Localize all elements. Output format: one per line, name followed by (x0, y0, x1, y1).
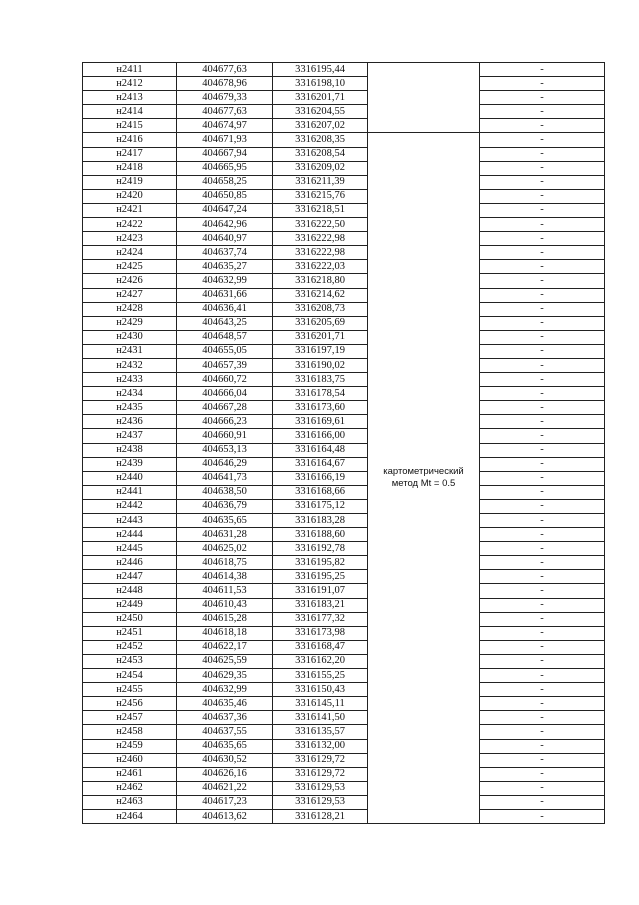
point-id-cell: н2436 (83, 415, 177, 429)
table-row (83, 358, 605, 372)
point-id-cell: н2437 (83, 429, 177, 443)
point-id-cell: н2419 (83, 175, 177, 189)
x-coordinate-cell: 404635,65 (177, 514, 273, 528)
point-id-cell: н2429 (83, 316, 177, 330)
y-coordinate-cell: 3316141,50 (273, 711, 368, 725)
dash-cell: - (480, 556, 605, 570)
point-id-cell: н2433 (83, 373, 177, 387)
table-row (83, 316, 605, 330)
table-row (83, 119, 605, 133)
method-accuracy: метод Mt = 0.5 (391, 478, 456, 490)
coordinates-table (82, 62, 605, 824)
x-coordinate-cell: 404618,18 (177, 626, 273, 640)
point-id-cell: н2426 (83, 274, 177, 288)
dash-cell: - (480, 584, 605, 598)
x-coordinate-cell: 404643,25 (177, 316, 273, 330)
y-coordinate-cell: 3316177,32 (273, 612, 368, 626)
y-coordinate-cell: 3316183,75 (273, 373, 368, 387)
y-coordinate-cell: 3316195,44 (273, 63, 368, 77)
dash-cell: - (480, 626, 605, 640)
dash-cell: - (480, 528, 605, 542)
dash-cell: - (480, 640, 605, 654)
y-coordinate-cell: 3316222,98 (273, 246, 368, 260)
x-coordinate-cell: 404655,05 (177, 344, 273, 358)
y-coordinate-cell: 3316128,21 (273, 809, 368, 823)
y-coordinate-cell: 3316191,07 (273, 584, 368, 598)
dash-cell: - (480, 246, 605, 260)
point-id-cell: н2418 (83, 161, 177, 175)
point-id-cell: н2414 (83, 105, 177, 119)
x-coordinate-cell: 404617,23 (177, 795, 273, 809)
x-coordinate-cell: 404665,95 (177, 161, 273, 175)
x-coordinate-cell: 404666,04 (177, 387, 273, 401)
point-id-cell: н2420 (83, 189, 177, 203)
y-coordinate-cell: 3316197,19 (273, 344, 368, 358)
y-coordinate-cell: 3316150,43 (273, 683, 368, 697)
table-row (83, 232, 605, 246)
table-row (83, 711, 605, 725)
table-row (83, 739, 605, 753)
y-coordinate-cell: 3316218,51 (273, 203, 368, 217)
y-coordinate-cell: 3316204,55 (273, 105, 368, 119)
x-coordinate-cell: 404650,85 (177, 189, 273, 203)
point-id-cell: н2425 (83, 260, 177, 274)
table-row (83, 725, 605, 739)
x-coordinate-cell: 404666,23 (177, 415, 273, 429)
y-coordinate-cell: 3316183,21 (273, 598, 368, 612)
point-id-cell: н2431 (83, 344, 177, 358)
y-coordinate-cell: 3316169,61 (273, 415, 368, 429)
x-coordinate-cell: 404648,57 (177, 330, 273, 344)
x-coordinate-cell: 404626,16 (177, 767, 273, 781)
table-row (83, 387, 605, 401)
y-coordinate-cell: 3316173,60 (273, 401, 368, 415)
y-coordinate-cell: 3316168,66 (273, 485, 368, 499)
table-row (83, 63, 605, 77)
x-coordinate-cell: 404671,93 (177, 133, 273, 147)
dash-cell: - (480, 358, 605, 372)
table-row (83, 302, 605, 316)
point-id-cell: н2463 (83, 795, 177, 809)
dash-cell: - (480, 725, 605, 739)
y-coordinate-cell: 3316183,28 (273, 514, 368, 528)
x-coordinate-cell: 404625,59 (177, 654, 273, 668)
table-row (83, 373, 605, 387)
y-coordinate-cell: 3316205,69 (273, 316, 368, 330)
method-label: картометрический (383, 466, 464, 478)
y-coordinate-cell: 3316129,53 (273, 795, 368, 809)
x-coordinate-cell: 404632,99 (177, 274, 273, 288)
table-row (83, 415, 605, 429)
table-row (83, 218, 605, 232)
x-coordinate-cell: 404660,91 (177, 429, 273, 443)
point-id-cell: н2449 (83, 598, 177, 612)
table-row (83, 203, 605, 217)
x-coordinate-cell: 404674,97 (177, 119, 273, 133)
table-row (83, 598, 605, 612)
dash-cell: - (480, 612, 605, 626)
x-coordinate-cell: 404637,55 (177, 725, 273, 739)
table-row (83, 753, 605, 767)
table-row (83, 584, 605, 598)
y-coordinate-cell: 3316166,00 (273, 429, 368, 443)
table-row (83, 443, 605, 457)
x-coordinate-cell: 404636,79 (177, 499, 273, 513)
point-id-cell: н2413 (83, 91, 177, 105)
point-id-cell: н2424 (83, 246, 177, 260)
y-coordinate-cell: 3316164,67 (273, 457, 368, 471)
dash-cell: - (480, 77, 605, 91)
point-id-cell: н2460 (83, 753, 177, 767)
table-row (83, 147, 605, 161)
table-row (83, 330, 605, 344)
table-row (83, 91, 605, 105)
dash-cell: - (480, 542, 605, 556)
point-id-cell: н2417 (83, 147, 177, 161)
y-coordinate-cell: 3316190,02 (273, 358, 368, 372)
y-coordinate-cell: 3316188,60 (273, 528, 368, 542)
y-coordinate-cell: 3316198,10 (273, 77, 368, 91)
dash-cell: - (480, 514, 605, 528)
table-row (83, 485, 605, 499)
y-coordinate-cell: 3316222,98 (273, 232, 368, 246)
x-coordinate-cell: 404678,96 (177, 77, 273, 91)
table-row (83, 640, 605, 654)
dash-cell: - (480, 767, 605, 781)
point-id-cell: н2412 (83, 77, 177, 91)
method-cell (368, 133, 480, 824)
dash-cell: - (480, 302, 605, 316)
x-coordinate-cell: 404635,46 (177, 697, 273, 711)
dash-cell: - (480, 795, 605, 809)
method-cell-top (368, 63, 480, 133)
point-id-cell: н2450 (83, 612, 177, 626)
point-id-cell: н2458 (83, 725, 177, 739)
dash-cell: - (480, 260, 605, 274)
point-id-cell: н2415 (83, 119, 177, 133)
dash-cell: - (480, 387, 605, 401)
point-id-cell: н2462 (83, 781, 177, 795)
x-coordinate-cell: 404614,38 (177, 570, 273, 584)
table-row (83, 429, 605, 443)
point-id-cell: н2435 (83, 401, 177, 415)
y-coordinate-cell: 3316173,98 (273, 626, 368, 640)
y-coordinate-cell: 3316208,35 (273, 133, 368, 147)
y-coordinate-cell: 3316222,50 (273, 218, 368, 232)
table-row (83, 795, 605, 809)
point-id-cell: н2452 (83, 640, 177, 654)
x-coordinate-cell: 404646,29 (177, 457, 273, 471)
table-row (83, 542, 605, 556)
table-row (83, 161, 605, 175)
x-coordinate-cell: 404677,63 (177, 105, 273, 119)
dash-cell: - (480, 175, 605, 189)
y-coordinate-cell: 3316195,25 (273, 570, 368, 584)
point-id-cell: н2430 (83, 330, 177, 344)
point-id-cell: н2434 (83, 387, 177, 401)
dash-cell: - (480, 161, 605, 175)
point-id-cell: н2422 (83, 218, 177, 232)
table-row (83, 514, 605, 528)
y-coordinate-cell: 3316135,57 (273, 725, 368, 739)
y-coordinate-cell: 3316145,11 (273, 697, 368, 711)
dash-cell: - (480, 344, 605, 358)
x-coordinate-cell: 404657,39 (177, 358, 273, 372)
x-coordinate-cell: 404640,97 (177, 232, 273, 246)
y-coordinate-cell: 3316195,82 (273, 556, 368, 570)
point-id-cell: н2444 (83, 528, 177, 542)
dash-cell: - (480, 401, 605, 415)
x-coordinate-cell: 404621,22 (177, 781, 273, 795)
dash-cell: - (480, 133, 605, 147)
point-id-cell: н2432 (83, 358, 177, 372)
table-row (83, 457, 605, 471)
y-coordinate-cell: 3316164,48 (273, 443, 368, 457)
dash-cell: - (480, 485, 605, 499)
y-coordinate-cell: 3316215,76 (273, 189, 368, 203)
point-id-cell: н2411 (83, 63, 177, 77)
point-id-cell: н2453 (83, 654, 177, 668)
point-id-cell: н2446 (83, 556, 177, 570)
x-coordinate-cell: 404636,41 (177, 302, 273, 316)
table-row (83, 669, 605, 683)
table-row (83, 499, 605, 513)
point-id-cell: н2464 (83, 809, 177, 823)
x-coordinate-cell: 404667,94 (177, 147, 273, 161)
table-row (83, 189, 605, 203)
x-coordinate-cell: 404647,24 (177, 203, 273, 217)
y-coordinate-cell: 3316222,03 (273, 260, 368, 274)
dash-cell: - (480, 443, 605, 457)
dash-cell: - (480, 753, 605, 767)
dash-cell: - (480, 232, 605, 246)
dash-cell: - (480, 471, 605, 485)
x-coordinate-cell: 404679,33 (177, 91, 273, 105)
y-coordinate-cell: 3316207,02 (273, 119, 368, 133)
table-row (83, 288, 605, 302)
x-coordinate-cell: 404618,75 (177, 556, 273, 570)
y-coordinate-cell: 3316201,71 (273, 91, 368, 105)
x-coordinate-cell: 404635,27 (177, 260, 273, 274)
table-row (83, 809, 605, 823)
point-id-cell: н2456 (83, 697, 177, 711)
table-row (83, 683, 605, 697)
x-coordinate-cell: 404638,50 (177, 485, 273, 499)
table-row (83, 570, 605, 584)
x-coordinate-cell: 404629,35 (177, 669, 273, 683)
x-coordinate-cell: 404667,28 (177, 401, 273, 415)
table-row (83, 175, 605, 189)
point-id-cell: н2423 (83, 232, 177, 246)
x-coordinate-cell: 404635,65 (177, 739, 273, 753)
x-coordinate-cell: 404631,66 (177, 288, 273, 302)
dash-cell: - (480, 330, 605, 344)
y-coordinate-cell: 3316129,53 (273, 781, 368, 795)
x-coordinate-cell: 404658,25 (177, 175, 273, 189)
point-id-cell: н2440 (83, 471, 177, 485)
point-id-cell: н2455 (83, 683, 177, 697)
x-coordinate-cell: 404630,52 (177, 753, 273, 767)
coordinates-table-body (83, 63, 605, 824)
x-coordinate-cell: 404611,53 (177, 584, 273, 598)
table-row (83, 133, 605, 147)
table-row (83, 697, 605, 711)
point-id-cell: н2428 (83, 302, 177, 316)
table-row (83, 654, 605, 668)
table-row (83, 556, 605, 570)
point-id-cell: н2454 (83, 669, 177, 683)
point-id-cell: н2451 (83, 626, 177, 640)
dash-cell: - (480, 91, 605, 105)
point-id-cell: н2427 (83, 288, 177, 302)
y-coordinate-cell: 3316192,78 (273, 542, 368, 556)
y-coordinate-cell: 3316208,73 (273, 302, 368, 316)
dash-cell: - (480, 598, 605, 612)
dash-cell: - (480, 739, 605, 753)
y-coordinate-cell: 3316178,54 (273, 387, 368, 401)
dash-cell: - (480, 373, 605, 387)
dash-cell: - (480, 669, 605, 683)
table-row (83, 528, 605, 542)
table-row (83, 401, 605, 415)
dash-cell: - (480, 697, 605, 711)
point-id-cell: н2439 (83, 457, 177, 471)
y-coordinate-cell: 3316208,54 (273, 147, 368, 161)
table-row (83, 105, 605, 119)
x-coordinate-cell: 404653,13 (177, 443, 273, 457)
point-id-cell: н2447 (83, 570, 177, 584)
table-row (83, 781, 605, 795)
y-coordinate-cell: 3316168,47 (273, 640, 368, 654)
dash-cell: - (480, 63, 605, 77)
y-coordinate-cell: 3316129,72 (273, 753, 368, 767)
dash-cell: - (480, 288, 605, 302)
x-coordinate-cell: 404615,28 (177, 612, 273, 626)
point-id-cell: н2443 (83, 514, 177, 528)
dash-cell: - (480, 189, 605, 203)
dash-cell: - (480, 274, 605, 288)
dash-cell: - (480, 147, 605, 161)
x-coordinate-cell: 404625,02 (177, 542, 273, 556)
dash-cell: - (480, 415, 605, 429)
point-id-cell: н2416 (83, 133, 177, 147)
dash-cell: - (480, 711, 605, 725)
x-coordinate-cell: 404641,73 (177, 471, 273, 485)
dash-cell: - (480, 683, 605, 697)
point-id-cell: н2457 (83, 711, 177, 725)
point-id-cell: н2442 (83, 499, 177, 513)
table-row (83, 626, 605, 640)
x-coordinate-cell: 404660,72 (177, 373, 273, 387)
point-id-cell: н2441 (83, 485, 177, 499)
dash-cell: - (480, 457, 605, 471)
table-row (83, 246, 605, 260)
point-id-cell: н2459 (83, 739, 177, 753)
y-coordinate-cell: 3316175,12 (273, 499, 368, 513)
dash-cell: - (480, 654, 605, 668)
table-row (83, 77, 605, 91)
x-coordinate-cell: 404631,28 (177, 528, 273, 542)
dash-cell: - (480, 429, 605, 443)
x-coordinate-cell: 404622,17 (177, 640, 273, 654)
table-row (83, 767, 605, 781)
dash-cell: - (480, 499, 605, 513)
x-coordinate-cell: 404637,74 (177, 246, 273, 260)
dash-cell: - (480, 218, 605, 232)
y-coordinate-cell: 3316218,80 (273, 274, 368, 288)
y-coordinate-cell: 3316201,71 (273, 330, 368, 344)
point-id-cell: н2421 (83, 203, 177, 217)
x-coordinate-cell: 404610,43 (177, 598, 273, 612)
table-row (83, 612, 605, 626)
point-id-cell: н2461 (83, 767, 177, 781)
dash-cell: - (480, 781, 605, 795)
y-coordinate-cell: 3316209,02 (273, 161, 368, 175)
x-coordinate-cell: 404642,96 (177, 218, 273, 232)
point-id-cell: н2438 (83, 443, 177, 457)
table-row (83, 274, 605, 288)
y-coordinate-cell: 3316214,62 (273, 288, 368, 302)
x-coordinate-cell: 404632,99 (177, 683, 273, 697)
dash-cell: - (480, 570, 605, 584)
y-coordinate-cell: 3316162,20 (273, 654, 368, 668)
y-coordinate-cell: 3316155,25 (273, 669, 368, 683)
x-coordinate-cell: 404613,62 (177, 809, 273, 823)
x-coordinate-cell: 404637,36 (177, 711, 273, 725)
dash-cell: - (480, 105, 605, 119)
y-coordinate-cell: 3316211,39 (273, 175, 368, 189)
dash-cell: - (480, 203, 605, 217)
y-coordinate-cell: 3316129,72 (273, 767, 368, 781)
table-row (83, 344, 605, 358)
table-row (83, 260, 605, 274)
y-coordinate-cell: 3316132,00 (273, 739, 368, 753)
point-id-cell: н2448 (83, 584, 177, 598)
dash-cell: - (480, 119, 605, 133)
y-coordinate-cell: 3316166,19 (273, 471, 368, 485)
dash-cell: - (480, 316, 605, 330)
table-row (83, 471, 605, 485)
x-coordinate-cell: 404677,63 (177, 63, 273, 77)
point-id-cell: н2445 (83, 542, 177, 556)
dash-cell: - (480, 809, 605, 823)
